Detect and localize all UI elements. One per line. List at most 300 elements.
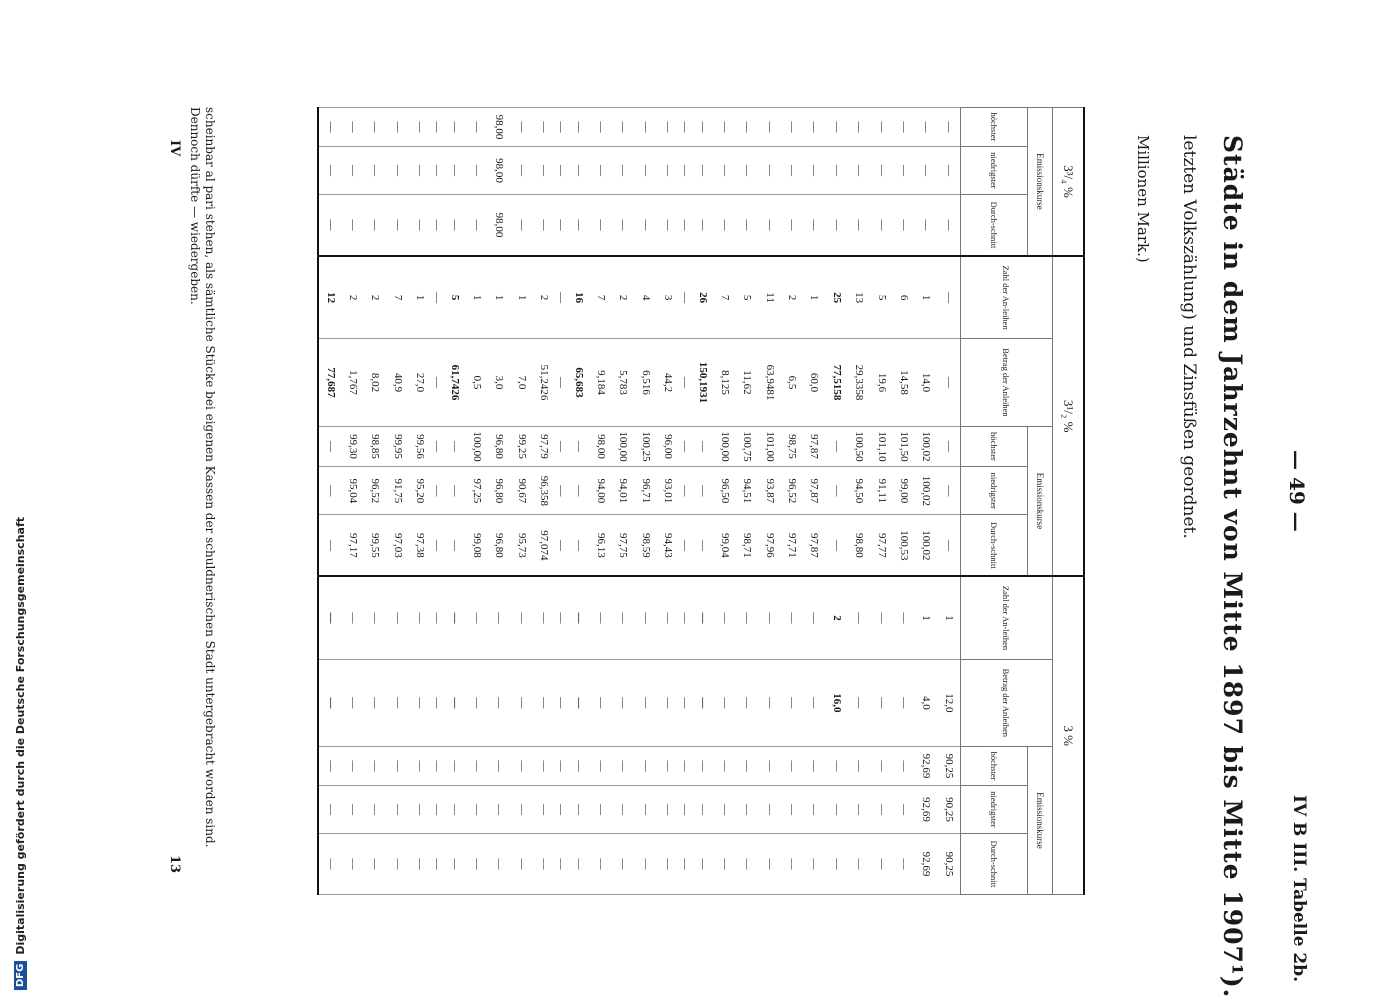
table-cell: — [590,195,612,256]
table-cell: — [679,108,691,147]
table-cell: — [555,195,567,256]
table-cell: — [893,659,915,746]
table-cell: — [364,576,386,659]
lowest-header: niedrigster [961,146,1028,194]
table-cell: — [488,747,510,786]
page-number: — 49 — [1285,450,1309,532]
table-cell: — [714,108,736,147]
table-row [443,108,465,895]
table-cell: 99,04 [714,515,736,576]
table-cell: 1 [511,256,533,339]
table-cell: — [409,108,431,147]
table-cell: — [364,108,386,147]
table-cell: — [364,146,386,194]
page-subtitle: letzten Volkszählung) und Zinsfüßen geordnet. [1179,135,1199,539]
table-cell: — [443,195,465,256]
table-cell: — [691,576,713,659]
table-cell: — [893,747,915,786]
table-cell: 60,0 [803,339,825,426]
group-header-3-5: 3¹/₂ % [1053,256,1085,576]
table-cell: — [691,747,713,786]
table-cell: — [714,146,736,194]
table-cell: 12,0 [938,659,961,746]
table-cell: 13 [848,256,870,339]
table-cell: — [567,467,589,515]
table-cell: — [466,747,488,786]
table-cell: 93,01 [657,467,679,515]
table-cell: — [893,785,915,833]
table-cell: — [848,785,870,833]
table-cell: — [635,146,657,194]
table-cell: 1,767 [342,339,364,426]
table-cell: — [443,108,465,147]
table-cell: — [466,834,488,895]
table-row [431,108,443,895]
table-cell: — [657,108,679,147]
table-cell: — [409,146,431,194]
table-cell: 98,00 [488,108,510,147]
table-cell: — [612,146,634,194]
highest-header: höchster [961,108,1028,147]
table-cell: — [318,146,341,194]
table-cell: — [318,785,341,833]
table-cell: — [781,834,803,895]
table-cell: — [431,576,443,659]
table-cell: — [826,108,848,147]
table-cell: 96,52 [364,467,386,515]
table-cell: — [590,834,612,895]
table-cell: 4 [635,256,657,339]
table-cell: 14,58 [893,339,915,426]
table-cell: — [803,659,825,746]
table-cell: — [657,785,679,833]
table-row [893,108,915,895]
table-row [691,108,713,895]
table-cell: 2 [342,256,364,339]
table-row [364,108,386,895]
table-cell: — [590,659,612,746]
table-cell: — [342,146,364,194]
table-cell: — [342,747,364,786]
table-cell: — [714,195,736,256]
table-cell: — [555,108,567,147]
emission-header: Emissionskurse [1028,108,1053,256]
table-cell: — [533,195,555,256]
table-cell: — [826,426,848,467]
table-cell: 94,01 [612,467,634,515]
table-cell: — [567,515,589,576]
table-cell: — [466,576,488,659]
table-cell: — [736,785,758,833]
table-cell: 91,75 [387,467,409,515]
table-cell: — [318,467,341,515]
table-cell: 65,683 [567,339,589,426]
table-cell: 97,38 [409,515,431,576]
table-cell: — [431,146,443,194]
table-cell: 77,5158 [826,339,848,426]
table-cell: 99,25 [511,426,533,467]
table-cell: 27,0 [409,339,431,426]
table-cell: 96,80 [488,426,510,467]
table-cell: — [488,785,510,833]
table-cell: — [511,747,533,786]
table-cell: 99,00 [893,467,915,515]
table-cell: — [567,108,589,147]
table-cell: 11,62 [736,339,758,426]
table-cell: — [555,146,567,194]
table-cell: — [612,576,634,659]
table-cell: — [679,747,691,786]
table-cell: — [318,426,341,467]
table-cell: — [938,256,961,339]
table-cell: — [409,195,431,256]
table-cell: — [679,426,691,467]
table-cell: — [431,108,443,147]
table-cell: — [409,659,431,746]
table-cell: — [657,659,679,746]
table-cell: 96,80 [488,467,510,515]
table-row [342,108,364,895]
table-cell: — [848,834,870,895]
table-cell: — [893,108,915,147]
table-cell: — [635,747,657,786]
table-cell: — [657,834,679,895]
table-cell: — [691,659,713,746]
table-cell: 101,10 [870,426,892,467]
table-cell: — [443,426,465,467]
table-cell: — [342,659,364,746]
table-row [803,108,825,895]
table-cell: 96,52 [781,467,803,515]
average-header: Durch-schnitt [961,834,1028,895]
table-cell: — [938,195,961,256]
table-cell: — [870,146,892,194]
table-cell: 150,1931 [691,339,713,426]
table-cell: — [826,515,848,576]
table-cell: — [555,576,567,659]
table-cell: — [826,747,848,786]
table-cell: — [635,659,657,746]
table-cell: — [635,834,657,895]
table-cell: — [938,146,961,194]
table-cell: — [443,576,465,659]
table-cell: — [691,785,713,833]
table-cell: — [870,834,892,895]
table-cell: — [342,834,364,895]
table-cell: — [364,659,386,746]
table-cell: — [938,426,961,467]
table-cell: — [803,834,825,895]
table-cell: 97,87 [803,426,825,467]
table-cell: — [431,515,443,576]
table-cell: 95,04 [342,467,364,515]
table-row [657,108,679,895]
table-cell: — [387,195,409,256]
table-cell: — [511,195,533,256]
table-row [635,108,657,895]
lowest-header: niedrigster [961,785,1028,833]
table-cell: 99,56 [409,426,431,467]
table-cell: — [443,834,465,895]
table-cell: 8,02 [364,339,386,426]
table-cell: — [533,834,555,895]
table-cell: 96,358 [533,467,555,515]
table-row [870,108,892,895]
table-cell: 40,9 [387,339,409,426]
table-cell: 98,59 [635,515,657,576]
dfg-banner [5,0,35,1000]
table-cell: — [318,108,341,147]
table-row [848,108,870,895]
table-cell: — [364,747,386,786]
table-cell: — [781,195,803,256]
table-cell: — [488,576,510,659]
table-cell: — [443,515,465,576]
table-cell: 99,55 [364,515,386,576]
table-cell: 96,80 [488,515,510,576]
table-row [488,108,510,895]
table-cell: 97,79 [533,426,555,467]
table-cell: — [938,108,961,147]
table-cell: 2 [612,256,634,339]
table-cell: — [466,195,488,256]
table-cell: — [657,195,679,256]
table-cell: 100,02 [915,515,937,576]
table-cell: — [848,195,870,256]
table-cell: 94,00 [590,467,612,515]
table-cell: 3,0 [488,339,510,426]
table-cell: — [758,747,780,786]
table-cell: — [758,834,780,895]
table-cell: 101,50 [893,426,915,467]
table-cell: — [870,195,892,256]
table-cell: — [848,576,870,659]
table-cell: — [342,785,364,833]
table-cell: — [590,108,612,147]
table-cell: — [364,195,386,256]
count-header: Zahl der An-leihen [961,576,1053,659]
table-reference: IV B III. Tabelle 2b. [1289,795,1309,983]
table-cell: 2 [533,256,555,339]
table-row [555,108,567,895]
table-cell: — [612,195,634,256]
table-cell: — [567,747,589,786]
table-cell: — [758,146,780,194]
table-cell: — [736,576,758,659]
table-cell: — [679,515,691,576]
table-cell: 100,75 [736,426,758,467]
table-cell: 25 [826,256,848,339]
table-cell: — [826,467,848,515]
emission-header: Emissionskurse [1028,426,1053,576]
table-cell: — [612,747,634,786]
table-cell: — [567,785,589,833]
table-cell: — [803,576,825,659]
table-cell: — [915,195,937,256]
table-cell: 96,00 [657,426,679,467]
table-cell: — [679,339,691,426]
table-cell: — [387,576,409,659]
table-row [318,108,341,895]
table-cell: 5 [736,256,758,339]
table-cell: — [409,576,431,659]
table-cell: — [758,108,780,147]
table-cell: — [431,747,443,786]
table-cell: — [387,785,409,833]
table-cell: 99,95 [387,426,409,467]
table-cell: 92,69 [915,785,937,833]
table-cell: 51,2426 [533,339,555,426]
table-cell: — [342,576,364,659]
table-cell: — [511,108,533,147]
table-cell: 95,73 [511,515,533,576]
table-cell: 6 [893,256,915,339]
table-cell: — [893,834,915,895]
table-cell: — [431,256,443,339]
table-cell: 8,125 [714,339,736,426]
footer-number: 13 [167,855,182,874]
table-cell: 6,5 [781,339,803,426]
table-row [466,108,488,895]
table-cell: — [691,426,713,467]
unit-note: Millionen Mark.) [1134,135,1152,263]
table-cell: — [826,195,848,256]
table-row [938,108,961,895]
data-table [317,107,1085,895]
page-title: Städte in dem Jahrzehnt von Mitte 1897 bis Mitte 1907¹). [1218,135,1247,999]
table-cell: — [848,747,870,786]
table-cell: — [893,195,915,256]
table-cell: 97,71 [781,515,803,576]
table-row [612,108,634,895]
table-cell: 3 [657,256,679,339]
table-cell: — [443,659,465,746]
table-cell: — [691,515,713,576]
table-cell: 98,00 [488,146,510,194]
table-cell: — [758,195,780,256]
table-cell: 98,71 [736,515,758,576]
table-cell: — [431,659,443,746]
table-cell: 98,00 [488,195,510,256]
table-cell: — [409,747,431,786]
table-cell: — [511,785,533,833]
table-cell: 1 [409,256,431,339]
table-cell: — [679,467,691,515]
table-cell: — [848,659,870,746]
table-cell: — [714,576,736,659]
table-cell: — [567,426,589,467]
table-cell: 7 [387,256,409,339]
table-cell: — [342,195,364,256]
table-row [409,108,431,895]
table-cell: 5 [443,256,465,339]
table-cell: — [318,576,341,659]
table-cell: — [387,146,409,194]
table-row [781,108,803,895]
table-cell: — [590,576,612,659]
table-cell: — [533,146,555,194]
table-cell: 97,77 [870,515,892,576]
table-cell: — [893,576,915,659]
table-cell: 96,50 [714,467,736,515]
table-cell: — [736,146,758,194]
table-cell: — [803,785,825,833]
table-cell: 95,20 [409,467,431,515]
table-cell: — [848,108,870,147]
table-cell: 98,00 [590,426,612,467]
group-header-3-75: 3³/₄ % [1053,108,1085,256]
dfg-logo: DFG [14,961,27,990]
table-cell: 97,75 [612,515,634,576]
table-cell: — [691,467,713,515]
table-cell: — [533,108,555,147]
table-cell: — [567,576,589,659]
table-cell: — [318,659,341,746]
table-cell: 99,30 [342,426,364,467]
table-row [567,108,589,895]
table-cell: — [511,834,533,895]
table-cell: — [488,659,510,746]
table-cell: — [691,108,713,147]
table-cell: — [781,747,803,786]
table-cell: — [826,834,848,895]
table-cell: — [443,467,465,515]
table-cell: 97,96 [758,515,780,576]
table-cell: — [657,576,679,659]
table-cell: 4,0 [915,659,937,746]
highest-header: höchster [961,747,1028,786]
table-cell: — [736,659,758,746]
table-row [915,108,937,895]
table-cell: 98,75 [781,426,803,467]
table-cell: — [915,108,937,147]
table-cell: — [635,108,657,147]
table-cell: — [466,108,488,147]
table-cell: — [443,785,465,833]
table-cell: 100,50 [848,426,870,467]
table-cell: — [431,467,443,515]
table-cell: — [758,576,780,659]
table-cell: — [533,747,555,786]
table-cell: — [635,785,657,833]
table-cell: — [612,108,634,147]
table-cell: — [443,146,465,194]
amount-header: Betrag der Anleihen [961,659,1053,746]
table-cell: 7,0 [511,339,533,426]
table-cell: 99,08 [466,515,488,576]
table-cell: — [938,339,961,426]
table-cell: 6,516 [635,339,657,426]
average-header: Durch-schnitt [961,195,1028,256]
table-cell: — [612,834,634,895]
lowest-header: niedrigster [961,467,1028,515]
table-cell: — [870,108,892,147]
table-cell: — [364,834,386,895]
table-cell: 5 [870,256,892,339]
table-cell: — [567,146,589,194]
table-cell: — [803,108,825,147]
table-cell: — [431,426,443,467]
table-cell: — [635,195,657,256]
table-cell: — [826,785,848,833]
table-cell: 77,687 [318,339,341,426]
table-cell: 97,074 [533,515,555,576]
table-cell: 63,9481 [758,339,780,426]
table-row [533,108,555,895]
table-cell: 98,80 [848,515,870,576]
table-cell: — [635,576,657,659]
table-cell: — [691,195,713,256]
